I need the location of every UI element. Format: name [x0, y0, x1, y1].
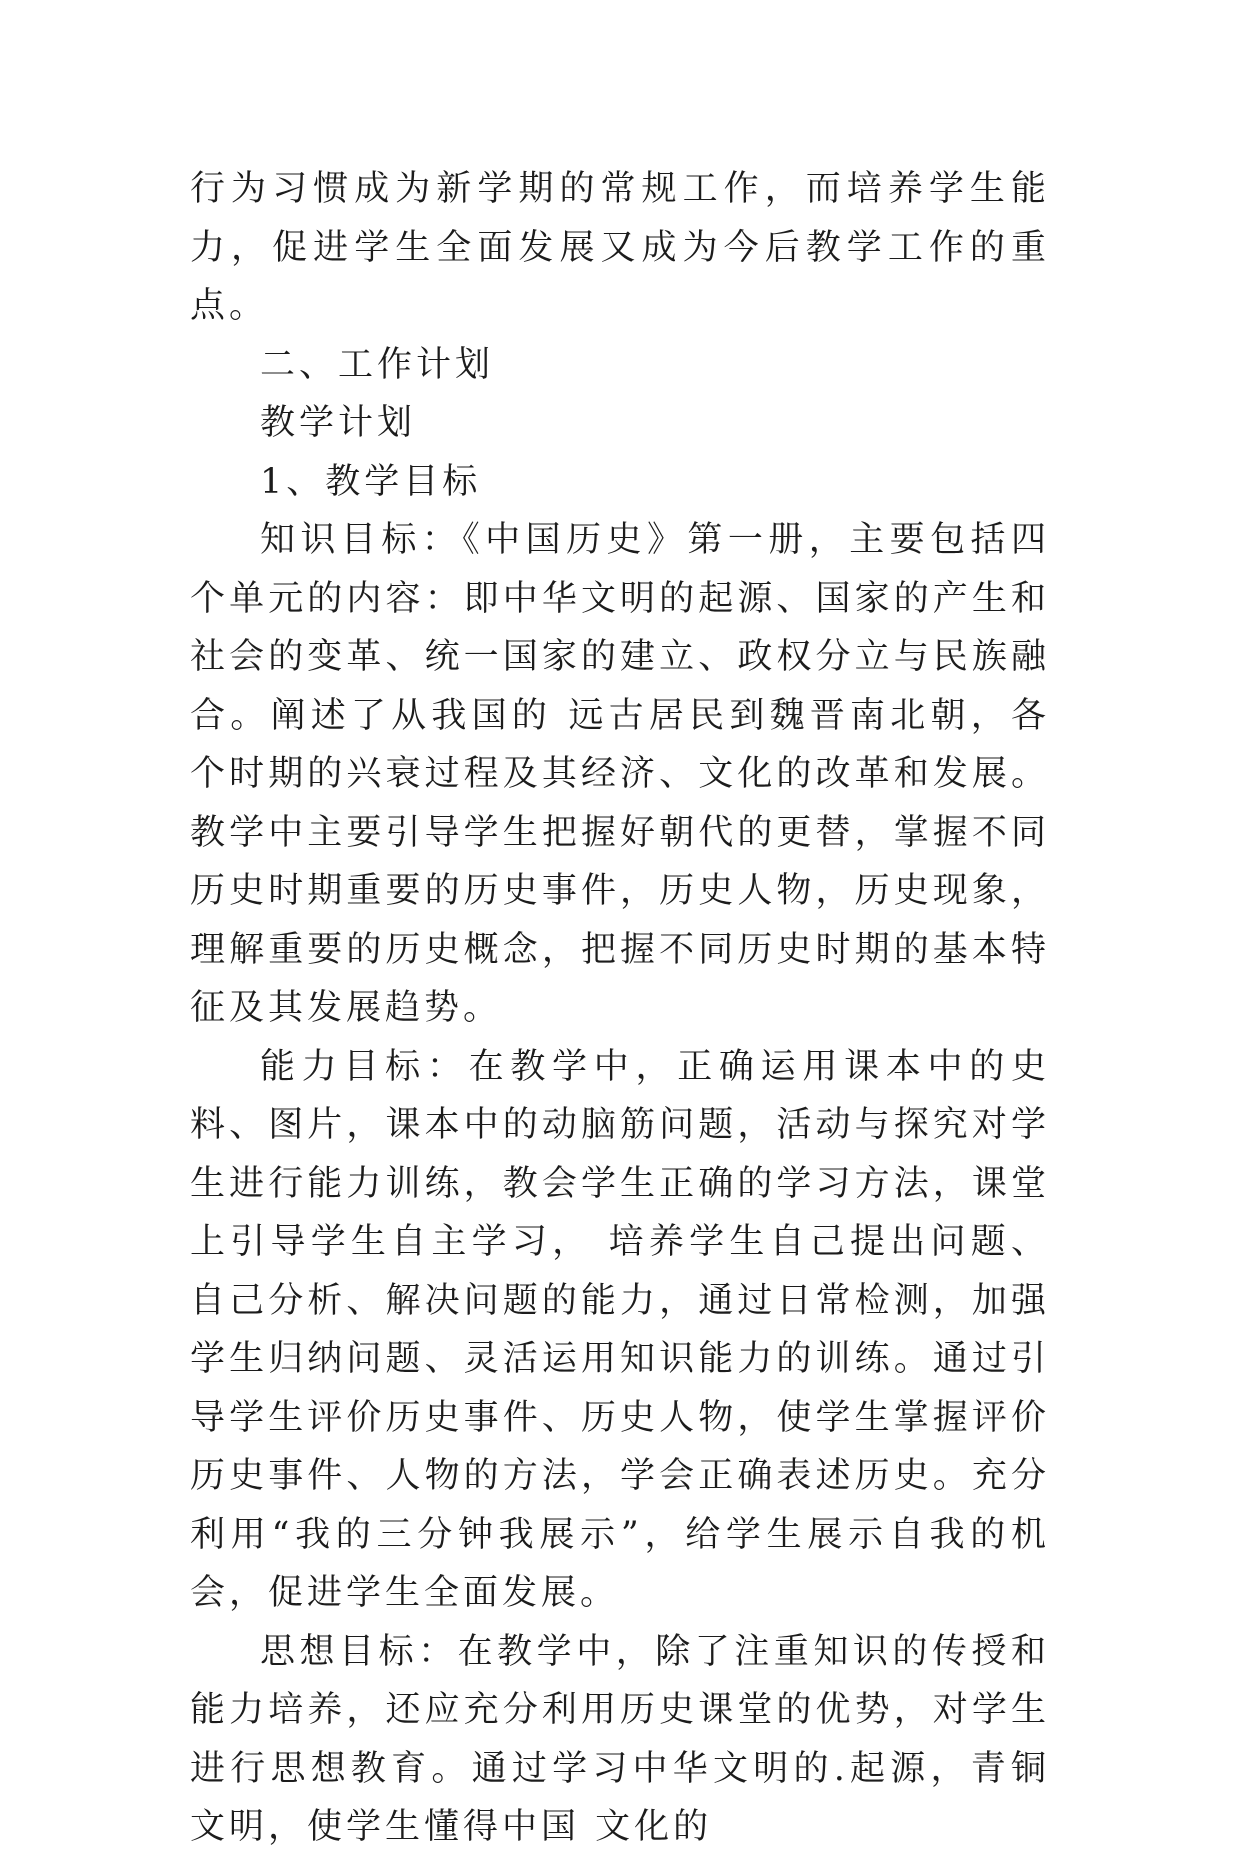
subheading-teaching-plan: 教学计划: [260, 403, 417, 443]
paragraph-knowledge-goals: 知识目标：《中国历史》第一册，主要包括四个单元的内容：即中华文明的起源、国家的产生和社会的变革、统一国家的建立、政权分立与民族融合。阐述了从我国的 远古居民到魏晋南北朝，各个时期的兴衰过程及其经济、文化的改革和发展。教学中主要引导学生把握好朝代的更替，掌握不同历史时期重要的历史事件，历史人物，历史现象，理解重要的历史概念，把握不同历史时期的基本特征及其发展趋势。: [190, 520, 1050, 1028]
paragraph-ability-goals: 能力目标：在教学中，正确运用课本中的史料、图片，课本中的动脑筋问题，活动与探究对学生进行能力训练，教会学生正确的学习方法，课堂上引导学生自主学习， 培养学生自己提出问题、自己分析、解决问题的能力，通过日常检测，加强学生归纳问题、灵活运用知识能力的训练。通过引导学生评价历史事件、历史人物，使学生掌握评价历史事件、人物的方法，学会正确表述历史。充分利用“我的三分钟我展示”，给学生展示自我的机会，促进学生全面发展。: [190, 1046, 1050, 1613]
section-heading-work-plan: 二、工作计划: [260, 344, 495, 385]
subheading-teaching-goals: 1、教学目标: [260, 461, 482, 502]
paragraph-thought-goals: 思想目标：在教学中，除了注重知识的传授和能力培养，还应充分利用历史课堂的优势，对学生进行思想教育。通过学习中华文明的.起源，青铜文明，使学生懂得中国 文化的: [190, 1631, 1050, 1847]
paragraph-1: 行为习惯成为新学期的常规工作，而培养学生能力，促进学生全面发展又成为今后教学工作的重点。: [190, 169, 1050, 326]
document-body: [190, 160, 1050, 1857]
